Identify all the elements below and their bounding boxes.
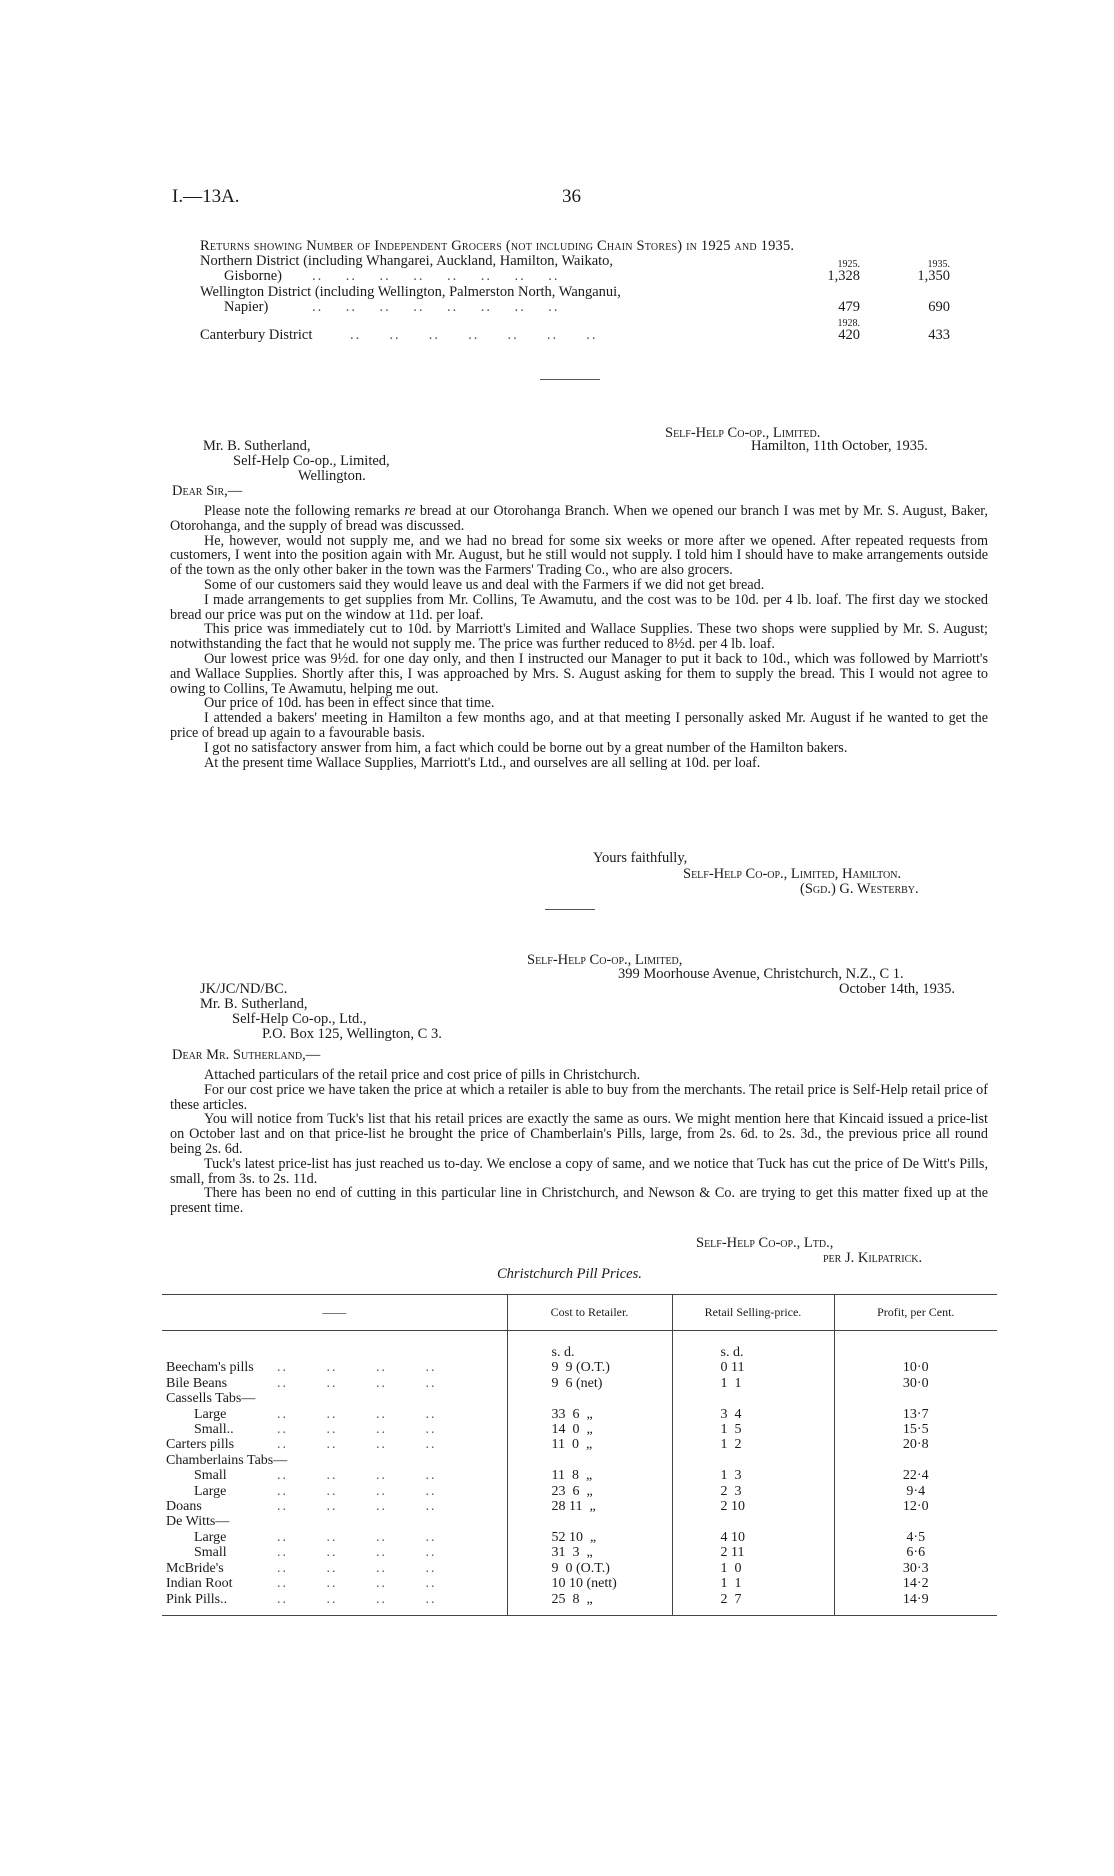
letter2-paragraph: Attached particulars of the retail price and cost price of pills in Christchurch.: [204, 1067, 641, 1083]
profit-cell: 30·0: [834, 1376, 997, 1391]
letter1-addressee-line: Self-Help Co-op., Limited,: [233, 453, 390, 469]
table-row: [162, 1576, 997, 1591]
table-row: [162, 1376, 997, 1391]
table-row: [162, 1514, 997, 1529]
letter1-signature: (Sgd.) G. Westerby.: [800, 881, 919, 897]
returns-value-1925: 420: [838, 327, 860, 343]
cost-cell: 10 10 (nett): [507, 1576, 672, 1591]
cost-cell: [507, 1514, 672, 1529]
cost-cell: 28 11 „: [507, 1499, 672, 1514]
letter2-body: [170, 1068, 988, 1216]
item-name: Beecham's pills: [166, 1360, 254, 1376]
leader-dots: .. .. .. ..: [277, 1483, 437, 1499]
returns-value-1935: 433: [928, 327, 950, 343]
letter1-signature-org: Self-Help Co-op., Limited, Hamilton.: [683, 866, 902, 882]
retail-cell: 0 11: [672, 1360, 834, 1375]
retail-cell: [672, 1391, 834, 1406]
retail-cell: 2 10: [672, 1499, 834, 1514]
letter2-addressee-line: P.O. Box 125, Wellington, C 3.: [262, 1026, 442, 1042]
letter1-paragraph: He, however, would not supply me, and we had no bread for some six weeks or more after we opened. After repeated requests from customers, I went into the position again with Mr. August, but he still would not supply. I told him I should have to make arrangements outside of the town as the only other baker in the town was the Farmers' Trading Co., who are also grocers.: [170, 532, 988, 579]
item-name: Doans: [166, 1499, 202, 1515]
letter1-org: Self-Help Co-op., Limited.: [665, 425, 821, 441]
profit-cell: 14·2: [834, 1576, 997, 1591]
returns-value-1925: 1,328: [827, 268, 860, 284]
table-row: [162, 1561, 997, 1576]
section-divider: [545, 909, 595, 910]
leader-dots: .. .. .. ..: [277, 1422, 437, 1438]
letter1-paragraph: At the present time Wallace Supplies, Marriott's Ltd., and ourselves are all selling at 10d. per loaf.: [204, 754, 761, 771]
pill-price-table: [162, 1294, 997, 1616]
item-name: Carters pills: [166, 1437, 235, 1453]
profit-cell: 14·9: [834, 1592, 997, 1616]
item-name: Cassells Tabs—: [166, 1391, 256, 1407]
cost-cell: [507, 1391, 672, 1406]
item-name: De Witts—: [166, 1514, 230, 1530]
profit-cell: 10·0: [834, 1360, 997, 1375]
table-row: [162, 1407, 997, 1422]
table-row: [162, 1453, 997, 1468]
returns-row-label: Wellington District (including Wellington, Palmerston North, Wanganui,: [200, 284, 621, 300]
item-name: Indian Root: [166, 1576, 233, 1592]
profit-cell: [834, 1453, 997, 1468]
table-row: [162, 1592, 997, 1616]
leader-dots: .. .. .. ..: [277, 1545, 437, 1561]
table-row: [162, 1360, 997, 1375]
letter1-paragraph: Please note the following remarks re bread at our Otorohanga Branch. When we opened our branch I was met by Mr. S. August, Baker, Otorohanga, and the supply of bread was discussed.: [170, 503, 988, 534]
letter2-signature: per J. Kilpatrick.: [823, 1250, 923, 1266]
item-name: McBride's: [166, 1560, 224, 1576]
item-name: Chamberlains Tabs—: [166, 1452, 288, 1468]
leader-dots: .. .. .. ..: [277, 1437, 437, 1453]
retail-cell: 4 10: [672, 1530, 834, 1545]
returns-row-label: Northern District (including Whangarei, Auckland, Hamilton, Waikato,: [200, 253, 614, 269]
profit-cell: 20·8: [834, 1437, 997, 1452]
table-row: [162, 1468, 997, 1483]
cost-cell: 9 6 (net): [507, 1376, 672, 1391]
item-name: Small: [194, 1468, 227, 1484]
cost-cell: 33 6 „: [507, 1407, 672, 1422]
column-header-profit: Profit, per Cent.: [834, 1295, 997, 1331]
table-header-row: [162, 1295, 997, 1331]
profit-cell: 12·0: [834, 1499, 997, 1514]
letter1-paragraph: Our lowest price was 9½d. for one day only, and then I instructed our Manager to put it back to 10d., which was followed by Marriott's and Wallace Supplies. Shortly after this, I was approached by Mrs. S. August asking for them to supply the bread. This I would not agree to owing to Collins, Te Awamutu, helping me out.: [170, 650, 988, 697]
letter1-body: [170, 504, 988, 770]
item-name: Pink Pills..: [166, 1591, 228, 1607]
unit-label: s. d.: [672, 1331, 834, 1361]
leader-dots: .. .. .. ..: [277, 1529, 437, 1545]
retail-cell: [672, 1514, 834, 1529]
item-name: Bile Beans: [166, 1375, 228, 1391]
returns-value-1925: 479: [838, 299, 860, 315]
letter2-address: 399 Moorhouse Avenue, Christchurch, N.Z., C 1.: [618, 966, 904, 982]
table-row: [162, 1422, 997, 1437]
leader-dots: .. .. .. ..: [277, 1591, 437, 1607]
profit-cell: [834, 1391, 997, 1406]
retail-cell: 1 5: [672, 1422, 834, 1437]
returns-row-label-cont: Gisborne): [224, 268, 282, 284]
retail-cell: 2 7: [672, 1592, 834, 1616]
item-name: Large: [194, 1483, 227, 1499]
cost-cell: 11 8 „: [507, 1468, 672, 1483]
year-1935: 1935.: [927, 259, 950, 270]
leader-dots: .. .. .. ..: [277, 1560, 437, 1576]
cost-cell: 52 10 „: [507, 1530, 672, 1545]
profit-cell: [834, 1514, 997, 1529]
table-row: [162, 1391, 997, 1406]
column-header-item: ——: [162, 1295, 507, 1331]
year-1925: 1925.: [837, 259, 860, 270]
letter2-date: October 14th, 1935.: [839, 981, 955, 997]
returns-row-label: Canterbury District: [200, 327, 313, 343]
column-header-retail: Retail Selling-price.: [672, 1295, 834, 1331]
leader-dots: .. .. .. .. .. .. .. ..: [312, 299, 560, 315]
table-row: [162, 1545, 997, 1560]
returns-title: Returns showing Number of Independent Grocers (not including Chain Stores) in 1925 and 1935.: [200, 238, 795, 254]
table-row: [162, 1484, 997, 1499]
letter2-paragraph: For our cost price we have taken the price at which a retailer is able to buy from the merchants. The retail price is Self-Help retail price of these articles.: [170, 1081, 988, 1113]
profit-cell: 6·6: [834, 1545, 997, 1560]
returns-value-1935: 690: [928, 299, 950, 315]
letter1-paragraph: I attended a bakers' meeting in Hamilton a few months ago, and at that meeting I personally asked Mr. August if he wanted to get the price of bread up again to a favourable basis.: [170, 710, 988, 741]
letter1-addressee-line: Wellington.: [298, 468, 366, 484]
returns-row-label-cont: Napier): [224, 299, 269, 315]
letter2-salutation: Dear Mr. Sutherland,—: [172, 1047, 321, 1063]
letter2-signature-org: Self-Help Co-op., Ltd.,: [696, 1235, 834, 1251]
cost-cell: 9 0 (O.T.): [507, 1561, 672, 1576]
profit-cell: 9·4: [834, 1484, 997, 1499]
letter1-paragraph: Our price of 10d. has been in effect since that time.: [204, 695, 495, 712]
leader-dots: .. .. .. ..: [277, 1406, 437, 1422]
item-name: Large: [194, 1529, 227, 1545]
section-divider: [540, 379, 600, 380]
item-name: Small..: [194, 1422, 234, 1438]
letter2-paragraph: Tuck's latest price-list has just reached us to-day. We enclose a copy of same, and we notice that Tuck has cut the price of De Witt's Pills, small, from 3s. to 2s. 11d.: [170, 1155, 988, 1187]
table-unit-row: [162, 1331, 997, 1361]
letter2-addressee-line: Mr. B. Sutherland,: [200, 996, 308, 1012]
column-header-cost: Cost to Retailer.: [507, 1295, 672, 1331]
letter1-paragraph: I made arrangements to get supplies from Mr. Collins, Te Awamutu, and the cost was to be 10d. per 4 lb. loaf. The first day we stocked bread our price was put on the window at 11d. per loaf.: [170, 591, 988, 623]
profit-cell: 30·3: [834, 1561, 997, 1576]
cost-cell: [507, 1453, 672, 1468]
retail-cell: 1 1: [672, 1576, 834, 1591]
leader-dots: .. .. .. ..: [277, 1576, 437, 1592]
table-row: [162, 1530, 997, 1545]
profit-cell: 15·5: [834, 1422, 997, 1437]
leader-dots: .. .. .. ..: [277, 1499, 437, 1515]
letter1-closing: Yours faithfully,: [593, 850, 688, 866]
cost-cell: 14 0 „: [507, 1422, 672, 1437]
leader-dots: .. .. .. .. .. .. ..: [350, 327, 598, 343]
pill-table-title: Christchurch Pill Prices.: [497, 1266, 642, 1282]
retail-cell: 2 3: [672, 1484, 834, 1499]
retail-cell: 1 0: [672, 1561, 834, 1576]
item-name: Small: [194, 1545, 227, 1561]
letter1-place-date: Hamilton, 11th October, 1935.: [751, 438, 928, 454]
profit-cell: 4·5: [834, 1530, 997, 1545]
letter1-paragraph: I got no satisfactory answer from him, a fact which could be borne out by a great number of the Hamilton bakers.: [204, 739, 848, 756]
table-row: [162, 1437, 997, 1452]
page-reference: I.—13A.: [172, 186, 240, 207]
retail-cell: 1 1: [672, 1376, 834, 1391]
retail-cell: 1 3: [672, 1468, 834, 1483]
letter1-paragraph: Some of our customers said they would leave us and deal with the Farmers if we did not get bread.: [204, 576, 765, 593]
letter1-addressee-line: Mr. B. Sutherland,: [203, 438, 311, 454]
leader-dots: .. .. .. ..: [277, 1468, 437, 1484]
retail-cell: 1 2: [672, 1437, 834, 1452]
leader-dots: .. .. .. ..: [277, 1375, 437, 1391]
retail-cell: 3 4: [672, 1407, 834, 1422]
table-row: [162, 1499, 997, 1514]
leader-dots: .. .. .. ..: [277, 1360, 437, 1376]
cost-cell: 9 9 (O.T.): [507, 1360, 672, 1375]
retail-cell: 2 11: [672, 1545, 834, 1560]
profit-cell: 22·4: [834, 1468, 997, 1483]
letter2-addressee-line: Self-Help Co-op., Ltd.,: [232, 1011, 367, 1027]
cost-cell: 31 3 „: [507, 1545, 672, 1560]
letter2-paragraph: There has been no end of cutting in this particular line in Christchurch, and Newson & Co. are trying to get this matter fixed up at the present time.: [170, 1185, 988, 1217]
cost-cell: 25 8 „: [507, 1592, 672, 1616]
returns-value-1935: 1,350: [917, 268, 950, 284]
cost-cell: 11 0 „: [507, 1437, 672, 1452]
leader-dots: .. .. .. .. .. .. .. ..: [312, 268, 560, 284]
letter2-paragraph: You will notice from Tuck's list that his retail prices are exactly the same as ours. We might mention here that Kincaid issued a price-list on October last and on that price-list he brought the price of Chamberlain's Pills, large, from 2s. 6d. to 2s. 3d., the previous price all round being 2s. 6d.: [170, 1111, 988, 1157]
letter2-org: Self-Help Co-op., Limited,: [527, 952, 683, 968]
item-name: Large: [194, 1406, 227, 1422]
letter1-salutation: Dear Sir,—: [172, 483, 243, 499]
year-1928: 1928.: [837, 318, 860, 329]
cost-cell: 23 6 „: [507, 1484, 672, 1499]
letter2-reference: JK/JC/ND/BC.: [200, 981, 288, 997]
page-number: 36: [562, 186, 581, 207]
letter1-paragraph: This price was immediately cut to 10d. by Marriott's Limited and Wallace Supplies. These two shops were supplied by Mr. S. August; notwithstanding the fact that he would not supply me. The price was further reduced to 8½d. per 4 lb. loaf.: [170, 621, 988, 653]
unit-label: s. d.: [507, 1331, 672, 1361]
profit-cell: 13·7: [834, 1407, 997, 1422]
retail-cell: [672, 1453, 834, 1468]
